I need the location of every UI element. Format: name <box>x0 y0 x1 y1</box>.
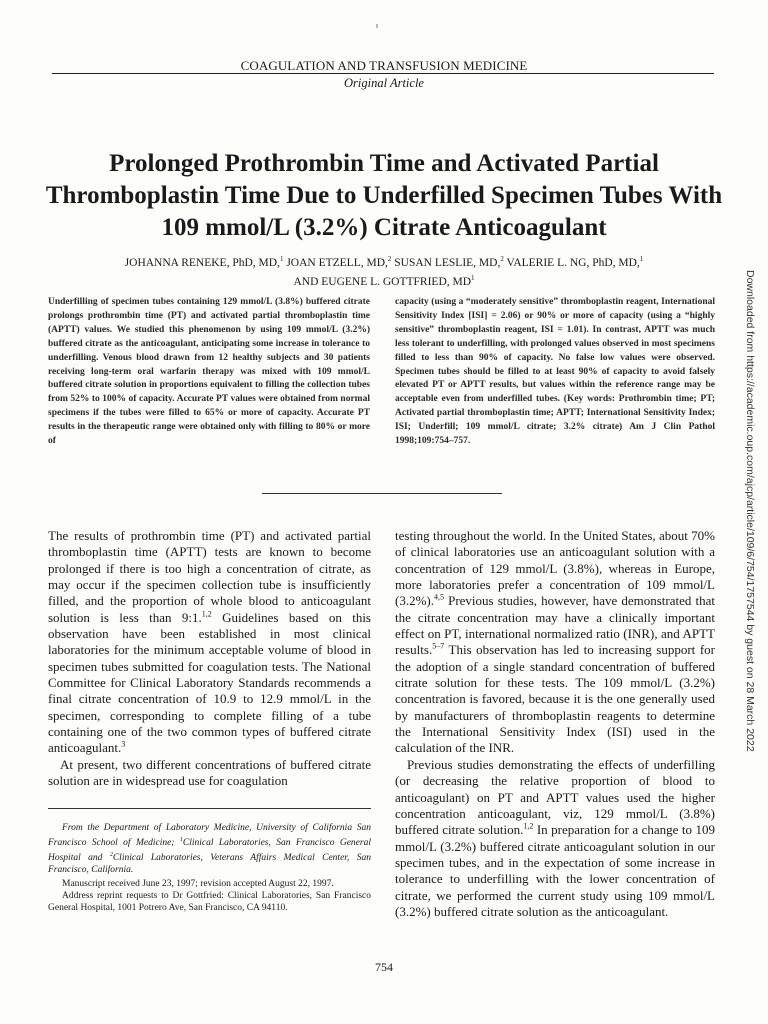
author-etzell: JOAN ETZELL, MD, <box>283 256 388 269</box>
scan-mark <box>376 24 378 28</box>
body-paragraph-2-start: At present, two different concentrations of buffered citrate solution are in widespread use for coagulation <box>48 756 371 789</box>
reprint-address: Address reprint requests to Dr Gottfried: Clinical Laboratories, San Francisco General Hospital, 1001 Potrero Ave, San Francisco, CA 94110. <box>48 891 371 913</box>
journal-section-header: COAGULATION AND TRANSFUSION MEDICINE <box>240 58 528 73</box>
body-paragraph-1: The results of prothrombin time (PT) and activated partial thromboplastin time (APTT) tests are known to become prolonged if there is too high a concentration of citrate, as may occur if the specimen collection tube is insufficiently filled, and the proportion of whole blood to anticoagulant solution is less than 9:1.$^{1,2}$ Guidelines based on this observation have been established in most clinical laboratories for the minimum acceptable volume of blood in specimen tubes submitted for coagulation tests. The National Committee for Clinical Laboratory Standards recommends a final citrate concentration of 10.9 to 12.9 mmol/L in the specimen, corresponding to complete filling of a tube containing one of the two common types of buffered citrate anticoagulant.$^3$ <box>48 528 371 756</box>
author-ng: VALERIE L. NG, PhD, MD, <box>503 256 640 269</box>
article-type-label: Original Article <box>344 76 424 90</box>
footnote-rule <box>48 808 371 809</box>
author-leslie: SUSAN LESLIE, MD, <box>391 256 501 269</box>
page-number: 754 <box>375 960 393 974</box>
abstract-separator <box>262 493 502 494</box>
body-paragraph-3: Previous studies demonstrating the effects of underfilling (or decreasing the relative proportion of blood to anticoagulant) on PT and APTT values used the higher concentration anticoagulant, viz, 129 mmol/L (3.8%) buffered citrate solution.$^{1,2}$ In preparation for a change to 109 mmol/L (3.2%) buffered citrate anticoagulant solution in our specimen tubes, and in the expectation of some increase in tolerance to underfilling with the lower concentration of citrate, we performed the current study using 109 mmol/L (3.2%) buffered citrate solution as the anticoagulant. <box>395 756 715 919</box>
article-title: Prolonged Prothrombin Time and Activated Partial Thromboplastin Time Due to Underfilled Specimen Tubes With 109 mmol/L (3.2%) Citrate Anticoagulant <box>45 150 723 241</box>
body-right-column <box>395 528 715 920</box>
body-paragraph-2-end: testing throughout the world. In the United States, about 70% of clinical laboratories use an anticoagulant solution with a concentration of 129 mmol/L (3.8%), whereas in Europe, more laboratories prefer a concentration of 109 mmol/L (3.2%).$^{4,5}$ Previous studies, however, have demonstrated that the citrate concentration may have a clinically important effect on PT, international normalized ratio (INR), and APTT results.$^{5-7}$ This observation has led to increasing support for the adoption of a single standard concentration of buffered citrate solution for these tests. The 109 mmol/L (3.2%) concentration is favored, because it is the one generally used by manufacturers of thromboplastin reagents to determine the International Sensitivity Index (ISI) used in the calculation of the INR. <box>395 528 715 756</box>
header-rule <box>52 73 714 74</box>
received-date: Manuscript received June 23, 1997; revision accepted August 22, 1997. <box>62 879 334 889</box>
body-left-column <box>48 528 371 790</box>
download-watermark: Downloaded from https://academic.oup.com/ajcp/article/109/6/754/1757544 by guest on 28 March 2022 <box>744 270 756 752</box>
author-gottfried: AND EUGENE L. GOTTFRIED, MD <box>293 275 472 288</box>
abstract-right-column: capacity (using a “moderately sensitive” thromboplastin reagent, International Sensitivity Index [ISI] = 2.06) or 90% or more of capacity (using a “highly sensitive” thromboplastin reagent, ISI = 1.01). In contrast, APTT was much less tolerant to underfilling, with prolonged values observed in most specimens filled to less than 90% of capacity. No false low values were observed. Specimen tubes should be filled to at least 90% of capacity to avoid falsely elevated PT or APTT results, but values within the reference range may be acceptable even from underfilled tubes. (Key words: Prothrombin time; PT; Activated partial thromboplastin time; APTT; International Sensitivity Index; ISI; Underfill; 109 mmol/L citrate; 3.2% citrate) Am J Clin Pathol 1998;109:754–757. <box>395 297 715 447</box>
author-reneke: JOHANNA RENEKE, PhD, MD, <box>124 256 280 269</box>
abstract-left-column: Underfilling of specimen tubes containing 129 mmol/L (3.8%) buffered citrate prolongs prothrombin time (PT) and activated partial thromboplastin time (APTT) values. We studied this phenomenon by using 109 mmol/L (3.2%) buffered citrate as the anticoagulant, anticipating some increase in tolerance to underfilling. Venous blood drawn from 12 healthy subjects and 30 patients receiving long-term oral warfarin therapy was mixed with 109 mmol/L buffered citrate solution in proportions equivalent to filling the collection tubes from 52% to 100% of capacity. Accurate PT values were obtained from normal specimens if the tubes were filled to 65% or more of capacity. Accurate PT results in the therapeutic range were obtained only with filling to 80% or more of <box>48 297 370 447</box>
affiliation-footnote: From the Department of Laboratory Medicine, University of California San Francisco School of Medicine; $^1$Clinical Laboratories, San Francisco General Hospital and $^2$Clinical Laboratories, Veterans Affairs Medical Center, San Francisco, California. <box>48 823 371 876</box>
author-list: JOHANNA RENEKE, PhD, MD,$^1$ JOAN ETZELL, MD,$^2$ SUSAN LESLIE, MD,$^2$ VALERIE L. NG, PhD, MD,$^1$ AND EUGENE L. GOTTFRIED, $MD^1$ <box>124 255 644 288</box>
manuscript-footnote <box>48 878 371 914</box>
